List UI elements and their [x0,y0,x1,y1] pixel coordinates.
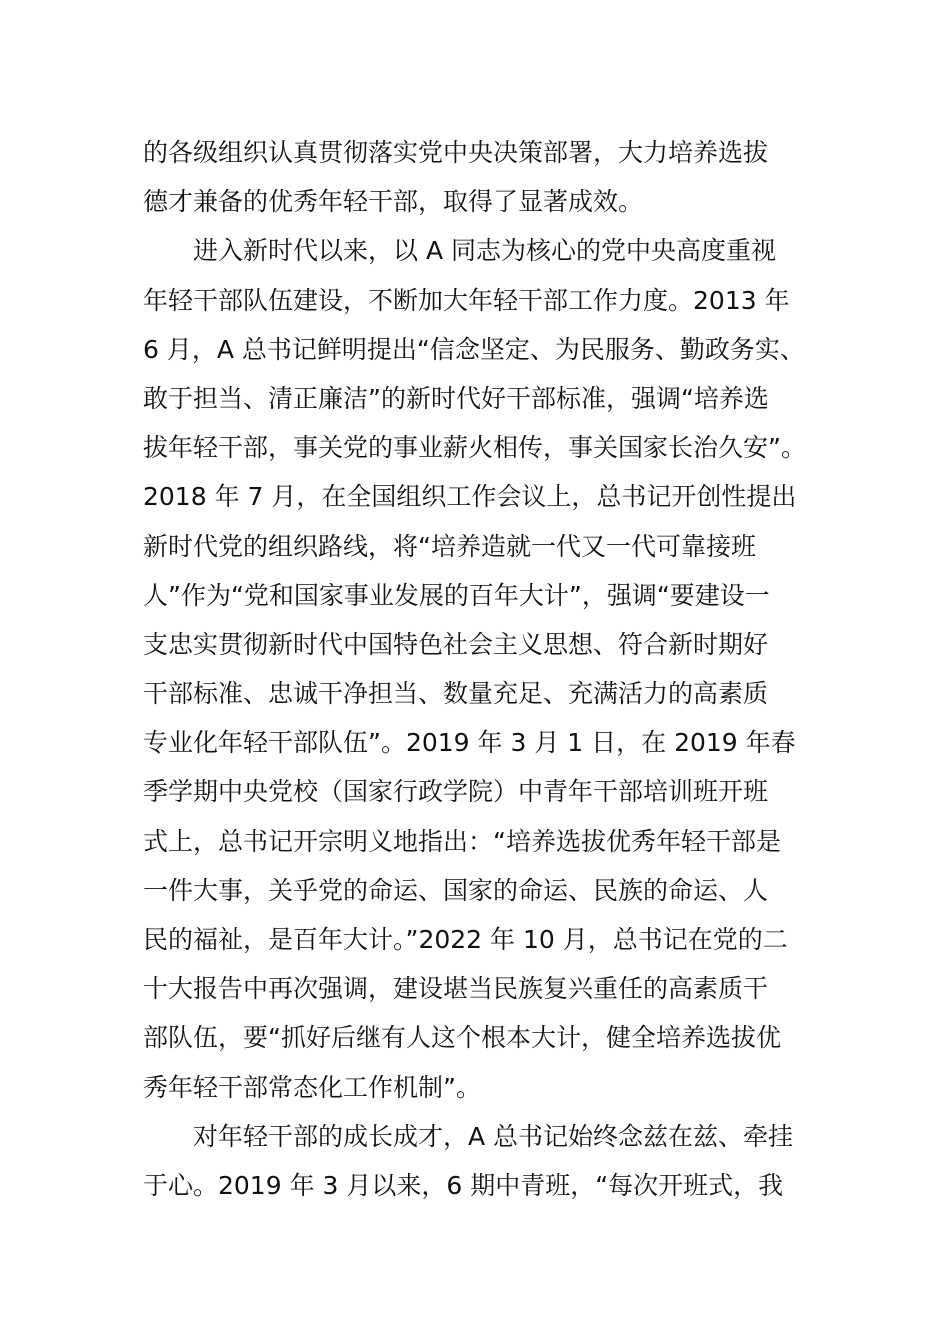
text-line: 的各级组织认真贯彻落实党中央决策部署，大力培养选拔 [143,138,769,167]
text-line: 季学期中央党校（国家行政学院）中青年干部培训班开班 [143,777,769,807]
text-line: 拔年轻干部，事关党的事业薪火相传，事关国家长治久安”。 [143,433,806,463]
text-line: 德才兼备的优秀年轻干部，取得了显著成效。 [143,187,644,217]
text-line: 干部标准、忠诚干净担当、数量充足、充满活力的高素质 [143,679,769,709]
text-line: 一件大事，关乎党的命运、国家的命运、民族的命运、人 [143,875,769,905]
body-text [143,128,823,1210]
text-line: 十大报告中再次强调，建设堪当民族复兴重任的高素质干 [143,974,769,1004]
text-line: 民的福祉，是百年大计。”2022 年 10 月，总书记在党的二 [143,925,788,954]
text-line: 年轻干部队伍建设，不断加大年轻干部工作力度。2013 年 [143,285,790,315]
text-line: 式上，总书记开宗明义地指出：“培养选拔优秀年轻干部是 [143,826,781,856]
text-line: 部队伍，要“抓好后继有人这个根本大计，健全培养选拔优 [143,1023,781,1053]
text-line: 秀年轻干部常态化工作机制”。 [143,1072,481,1102]
text-line: 2018 年 7 月，在全国组织工作会议上，总书记开创性提出 [143,482,797,512]
paragraph-start-line: 对年轻干部的成长成才，A 总书记始终念兹在兹、牵挂 [193,1121,794,1151]
text-line: 专业化年轻干部队伍”。2019 年 3 月 1 日，在 2019 年春 [143,728,796,758]
text-line: 人”作为“党和国家事业发展的百年大计”，强调“要建设一 [143,580,770,610]
paragraph-start-line: 进入新时代以来，以 A 同志为核心的党中央高度重视 [193,236,776,266]
text-line: 6 月，A 总书记鲜明提出“信念坚定、为民服务、勤政务实、 [143,334,805,364]
text-line: 于心。2019 年 3 月以来，6 期中青班，“每次开班式，我 [143,1170,784,1200]
text-line: 敢于担当、清正廉洁”的新时代好干部标准，强调“培养选 [143,383,769,413]
text-line: 新时代党的组织路线，将“培养造就一代又一代可靠接班 [143,531,756,561]
text-line: 支忠实贯彻新时代中国特色社会主义思想、符合新时期好 [143,629,769,659]
